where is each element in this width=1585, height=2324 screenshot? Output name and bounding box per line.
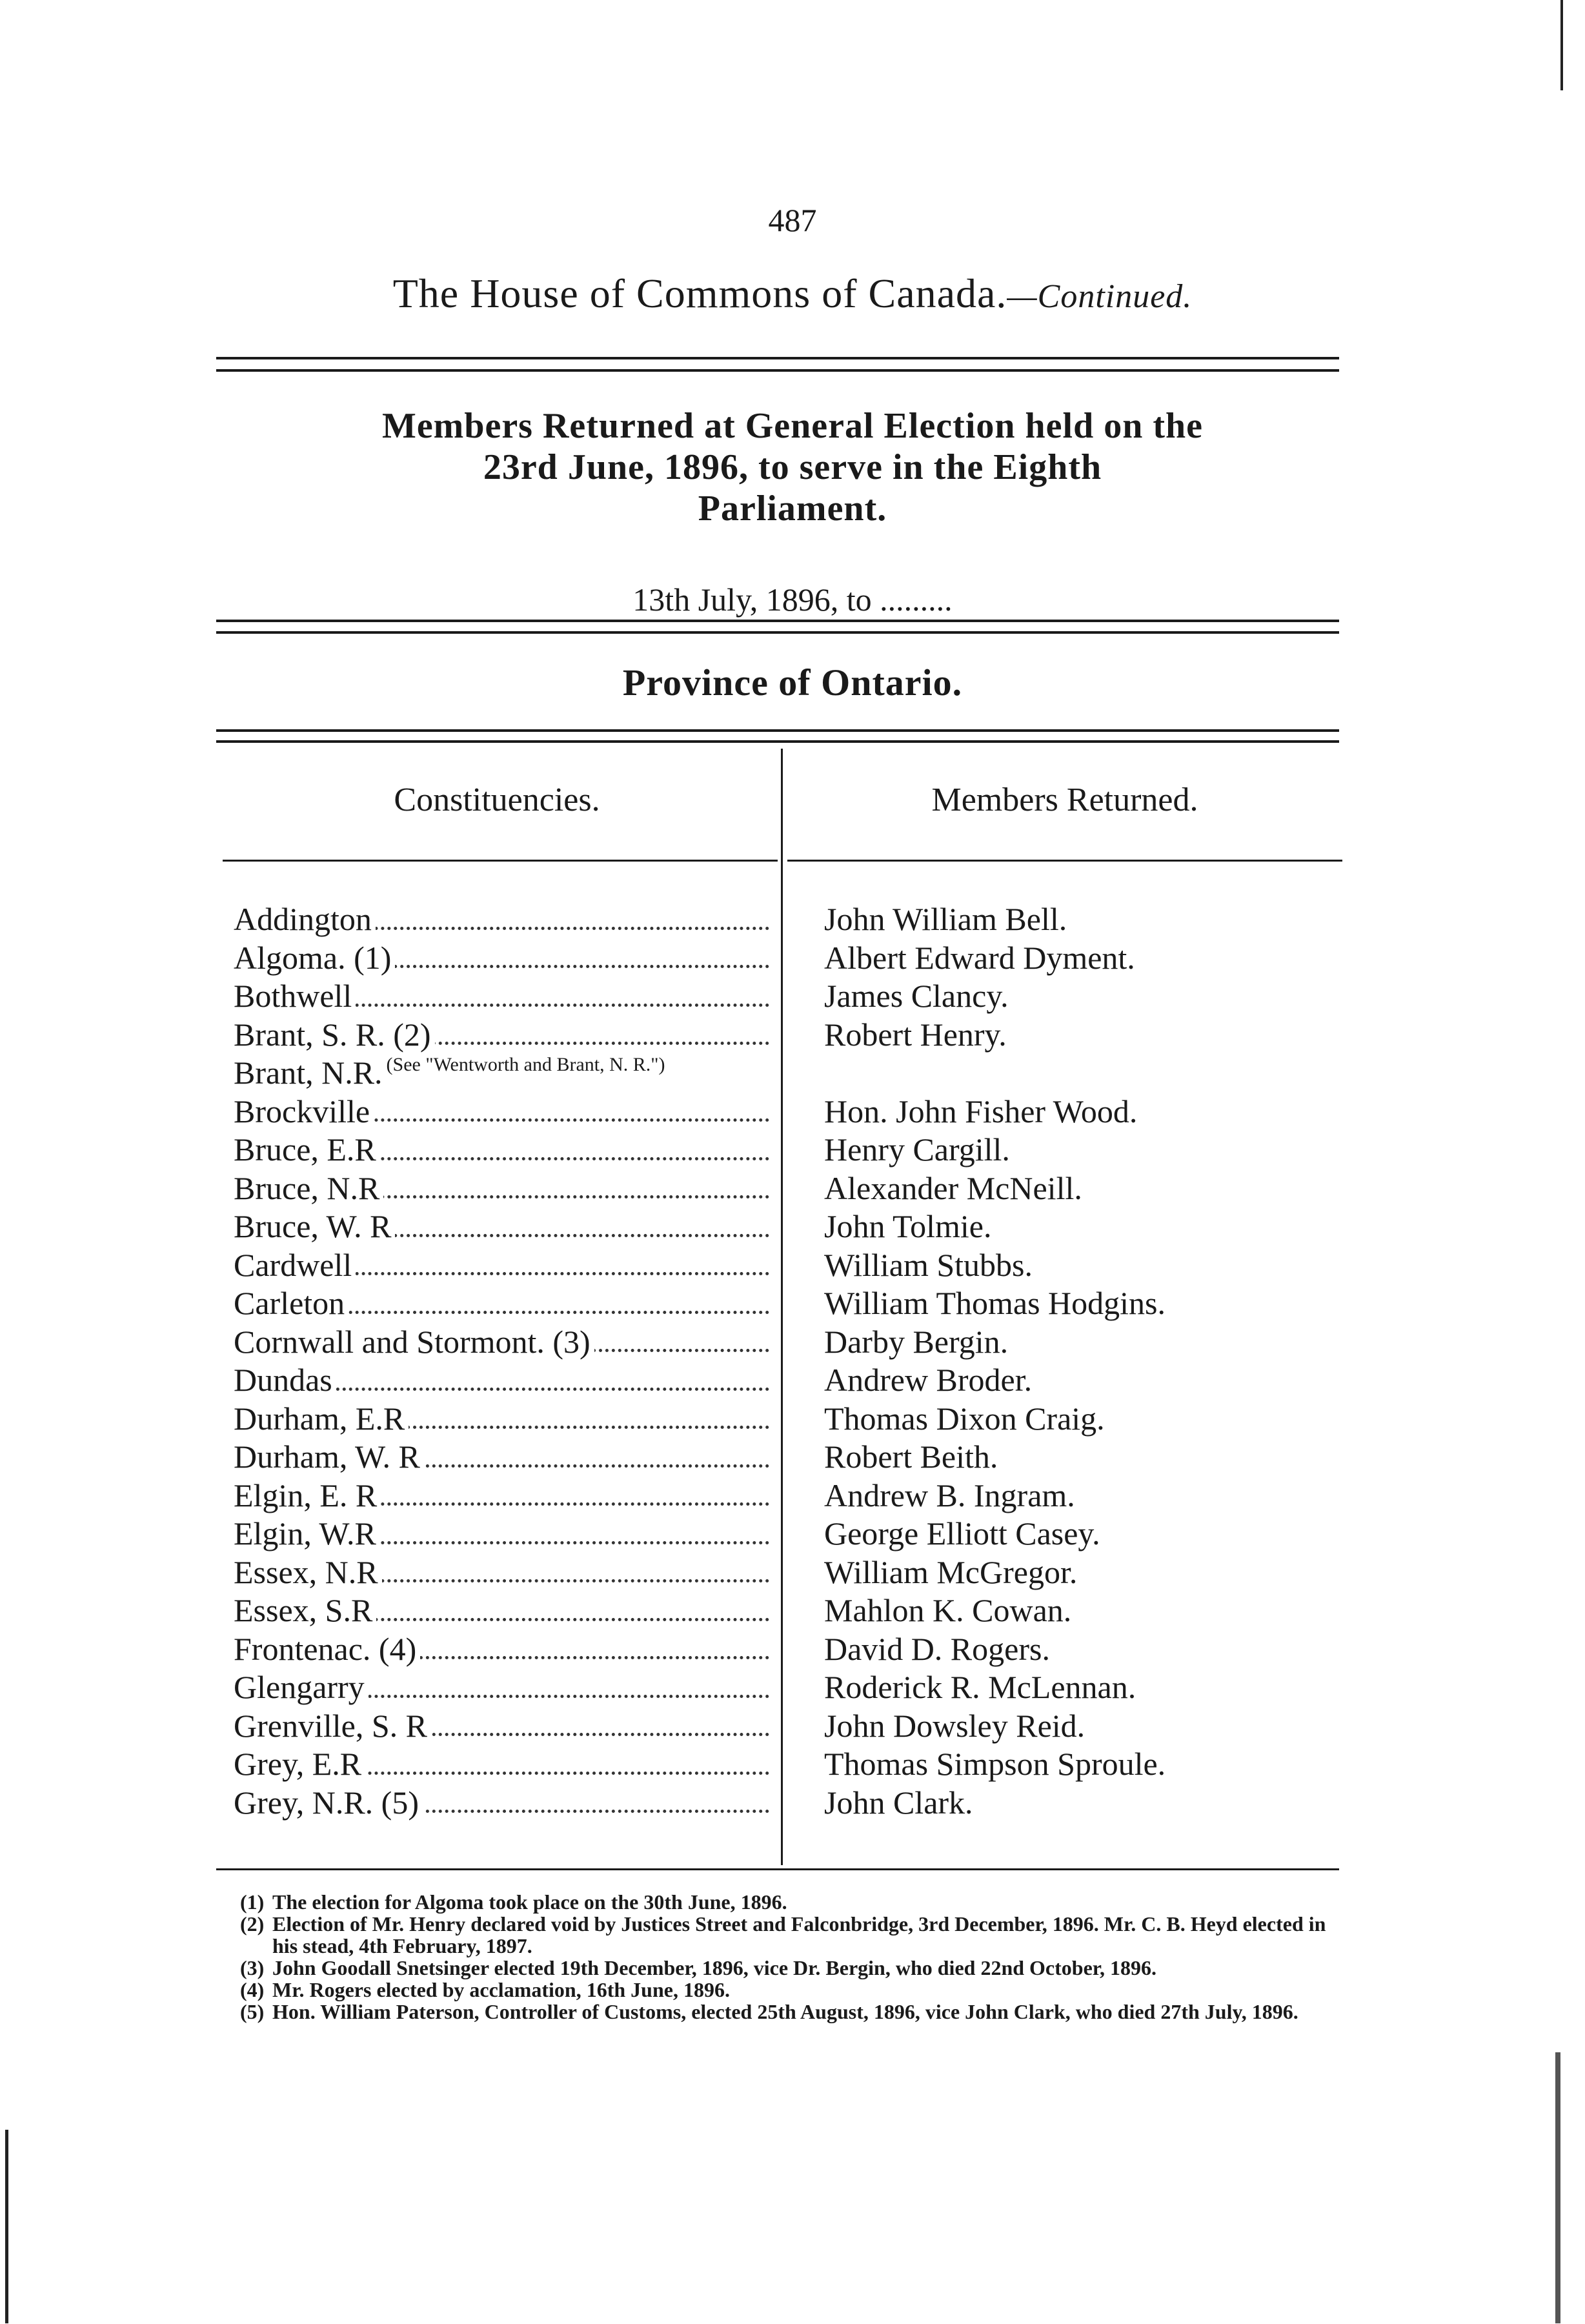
member-name: Andrew Broder.: [824, 1362, 1033, 1398]
heading-line-3: Parliament.: [698, 489, 887, 529]
constituency-cell: [234, 1323, 769, 1362]
constituency-name: Carleton: [234, 1285, 348, 1321]
member-name: John Tolmie.: [824, 1208, 992, 1244]
table-row: [234, 1323, 1331, 1362]
constituency-cell: [234, 1207, 769, 1246]
constituency-name: Bothwell: [234, 978, 356, 1014]
constituency-name: Bruce, E.R: [234, 1131, 380, 1167]
constituency-cell: [234, 1438, 769, 1477]
member-name: James Clancy.: [824, 978, 1009, 1014]
rule-table-bottom: [216, 1868, 1339, 1870]
member-name: Andrew B. Ingram.: [824, 1477, 1075, 1513]
table-row: [234, 1515, 1331, 1553]
table-row: [234, 1630, 1331, 1669]
footnote-text: The election for Algoma took place on the 30th June, 1896.: [272, 1890, 787, 1914]
table-row: [234, 1361, 1331, 1400]
constituency-name: Cardwell: [234, 1247, 356, 1283]
rule-under-headers-right: [787, 860, 1342, 862]
constituency-name: Cornwall and Stormont. (3): [234, 1324, 594, 1360]
margin-mark-left: [5, 2130, 8, 2323]
constituency-cell: [234, 1400, 769, 1439]
page-title: [0, 270, 1585, 318]
member-name: Alexander McNeill.: [824, 1169, 1082, 1206]
member-name: Robert Henry.: [824, 1016, 1007, 1053]
rule-top-2: [216, 369, 1339, 372]
province-heading: Province of Ontario.: [622, 662, 963, 703]
constituency-name: Bruce, W. R: [234, 1208, 395, 1244]
constituency-cell: [234, 1630, 769, 1669]
member-name: Roderick R. McLennan.: [824, 1669, 1136, 1705]
title-continued: —Continued.: [1007, 278, 1193, 315]
member-name: William Thomas Hodgins.: [824, 1285, 1166, 1321]
constituency-name: Durham, E.R: [234, 1400, 409, 1437]
footnote-number: (4): [240, 1978, 265, 2001]
footnote-text: Election of Mr. Henry declared void by Justices Street and Falconbridge, 3rd December, 1896. Mr. C. B. Heyd elected in his stead, 4th February, 1897.: [272, 1912, 1326, 1957]
section-heading: [239, 405, 1346, 529]
footnote: [240, 1979, 1350, 2001]
margin-mark-bottom: [1555, 2052, 1560, 2323]
footnote: [240, 1891, 1350, 1913]
constituency-cell: [234, 900, 769, 939]
footnote: [240, 1913, 1350, 1957]
constituency-cell: [234, 1591, 769, 1630]
member-name: Mahlon K. Cowan.: [824, 1592, 1072, 1628]
table-row: [234, 1054, 1331, 1093]
table-row: [234, 1591, 1331, 1630]
constituency-name: Glengarry: [234, 1669, 368, 1705]
member-name: William Stubbs.: [824, 1246, 1033, 1283]
constituency-name: Algoma. (1): [234, 940, 395, 976]
column-header-constituencies: Constituencies.: [394, 782, 600, 818]
table-row: [234, 1207, 1331, 1246]
constituency-name: Brant, S. R. (2): [234, 1016, 435, 1053]
margin-mark-top: [1560, 0, 1563, 90]
table-row: [234, 1784, 1331, 1823]
footnote-text: John Goodall Snetsinger elected 19th December, 1896, vice Dr. Bergin, who died 22nd October, 1896.: [272, 1956, 1157, 1979]
constituency-name: Elgin, W.R: [234, 1515, 380, 1551]
footnotes: [240, 1891, 1350, 2023]
member-name: John Clark.: [824, 1784, 973, 1821]
table-row: [234, 1016, 1331, 1055]
constituency-name: Addington: [234, 901, 376, 937]
member-name: John Dowsley Reid.: [824, 1707, 1085, 1744]
table-row: [234, 1169, 1331, 1208]
table-row: [234, 939, 1331, 978]
rule-under-headers-left: [223, 860, 778, 862]
heading-line-1: Members Returned at General Election held on the: [381, 406, 1204, 446]
member-name: John William Bell.: [824, 901, 1067, 937]
table-row: [234, 1438, 1331, 1477]
constituency-name: Grenville, S. R: [234, 1708, 431, 1744]
table-row: [234, 900, 1331, 939]
table-row: [234, 1477, 1331, 1515]
constituency-cell: [234, 1054, 769, 1093]
rule-mid-2: [216, 631, 1339, 634]
footnote-number: (5): [240, 2000, 265, 2023]
constituency-note: (See "Wentworth and Brant, N. R."): [387, 1055, 696, 1075]
table-row: [234, 1246, 1331, 1285]
table-row: [234, 1400, 1331, 1439]
constituency-name: Grey, N.R. (5): [234, 1784, 423, 1821]
constituency-cell: [234, 1745, 769, 1784]
constituency-cell: [234, 977, 769, 1016]
constituency-cell: [234, 1553, 769, 1592]
constituency-name: Elgin, E. R: [234, 1477, 381, 1513]
constituency-name: Essex, S.R: [234, 1592, 376, 1628]
page-number: 487: [768, 202, 817, 238]
title-text: The House of Commons of Canada.: [392, 270, 1007, 316]
members-table: [234, 900, 1331, 1822]
constituency-name: Essex, N.R: [234, 1554, 382, 1590]
table-row: [234, 1707, 1331, 1746]
constituency-cell: [234, 1784, 769, 1823]
constituency-cell: [234, 1707, 769, 1746]
footnote-text: Hon. William Paterson, Controller of Customs, elected 25th August, 1896, vice John Clark, who died 27th July, 1896.: [272, 2000, 1298, 2023]
constituency-name: Durham, W. R: [234, 1439, 424, 1475]
member-name: George Elliott Casey.: [824, 1515, 1100, 1551]
constituency-cell: [234, 1131, 769, 1169]
table-row: [234, 1745, 1331, 1784]
footnote: [240, 1957, 1350, 1979]
member-name: William McGregor.: [824, 1553, 1078, 1590]
footnote-number: (2): [240, 1912, 265, 1935]
rule-table-1: [216, 729, 1339, 732]
constituency-name: Bruce, N.R: [234, 1170, 383, 1206]
constituency-name: Grey, E.R: [234, 1746, 365, 1782]
table-row: [234, 977, 1331, 1016]
constituency-cell: [234, 1477, 769, 1515]
table-row: [234, 1284, 1331, 1323]
constituency-cell: [234, 1246, 769, 1285]
member-name: Thomas Simpson Sproule.: [824, 1746, 1166, 1782]
member-name: Robert Beith.: [824, 1439, 998, 1475]
rule-mid-1: [216, 620, 1339, 622]
member-name: Henry Cargill.: [824, 1131, 1010, 1167]
footnote-number: (3): [240, 1956, 265, 1979]
constituency-cell: [234, 1361, 769, 1400]
constituency-name: Brockville: [234, 1093, 374, 1129]
constituency-name: Dundas: [234, 1362, 336, 1398]
table-row: [234, 1093, 1331, 1131]
member-name: Thomas Dixon Craig.: [824, 1400, 1105, 1437]
member-name: David D. Rogers.: [824, 1630, 1050, 1667]
rule-table-2: [216, 740, 1339, 743]
footnote: [240, 2001, 1350, 2023]
constituency-cell: [234, 1284, 769, 1323]
date-line: 13th July, 1896, to .........: [632, 581, 953, 618]
constituency-cell: [234, 1093, 769, 1131]
footnote-number: (1): [240, 1890, 265, 1914]
footnote-text: Mr. Rogers elected by acclamation, 16th June, 1896.: [272, 1978, 730, 2001]
constituency-cell: [234, 1016, 769, 1055]
constituency-cell: [234, 1169, 769, 1208]
heading-line-2: 23rd June, 1896, to serve in the Eighth: [483, 447, 1102, 487]
constituency-name: Frontenac. (4): [234, 1631, 420, 1667]
constituency-name: Brant, N.R.: [234, 1055, 387, 1091]
table-row: [234, 1131, 1331, 1169]
constituency-cell: [234, 1515, 769, 1553]
member-name: Darby Bergin.: [824, 1323, 1009, 1360]
member-name: Hon. John Fisher Wood.: [824, 1093, 1138, 1129]
table-row: [234, 1668, 1331, 1707]
constituency-cell: [234, 1668, 769, 1707]
column-header-members: Members Returned.: [931, 782, 1198, 818]
rule-top-1: [216, 357, 1339, 359]
member-name: Albert Edward Dyment.: [824, 939, 1135, 976]
constituency-cell: [234, 939, 769, 978]
table-row: [234, 1553, 1331, 1592]
